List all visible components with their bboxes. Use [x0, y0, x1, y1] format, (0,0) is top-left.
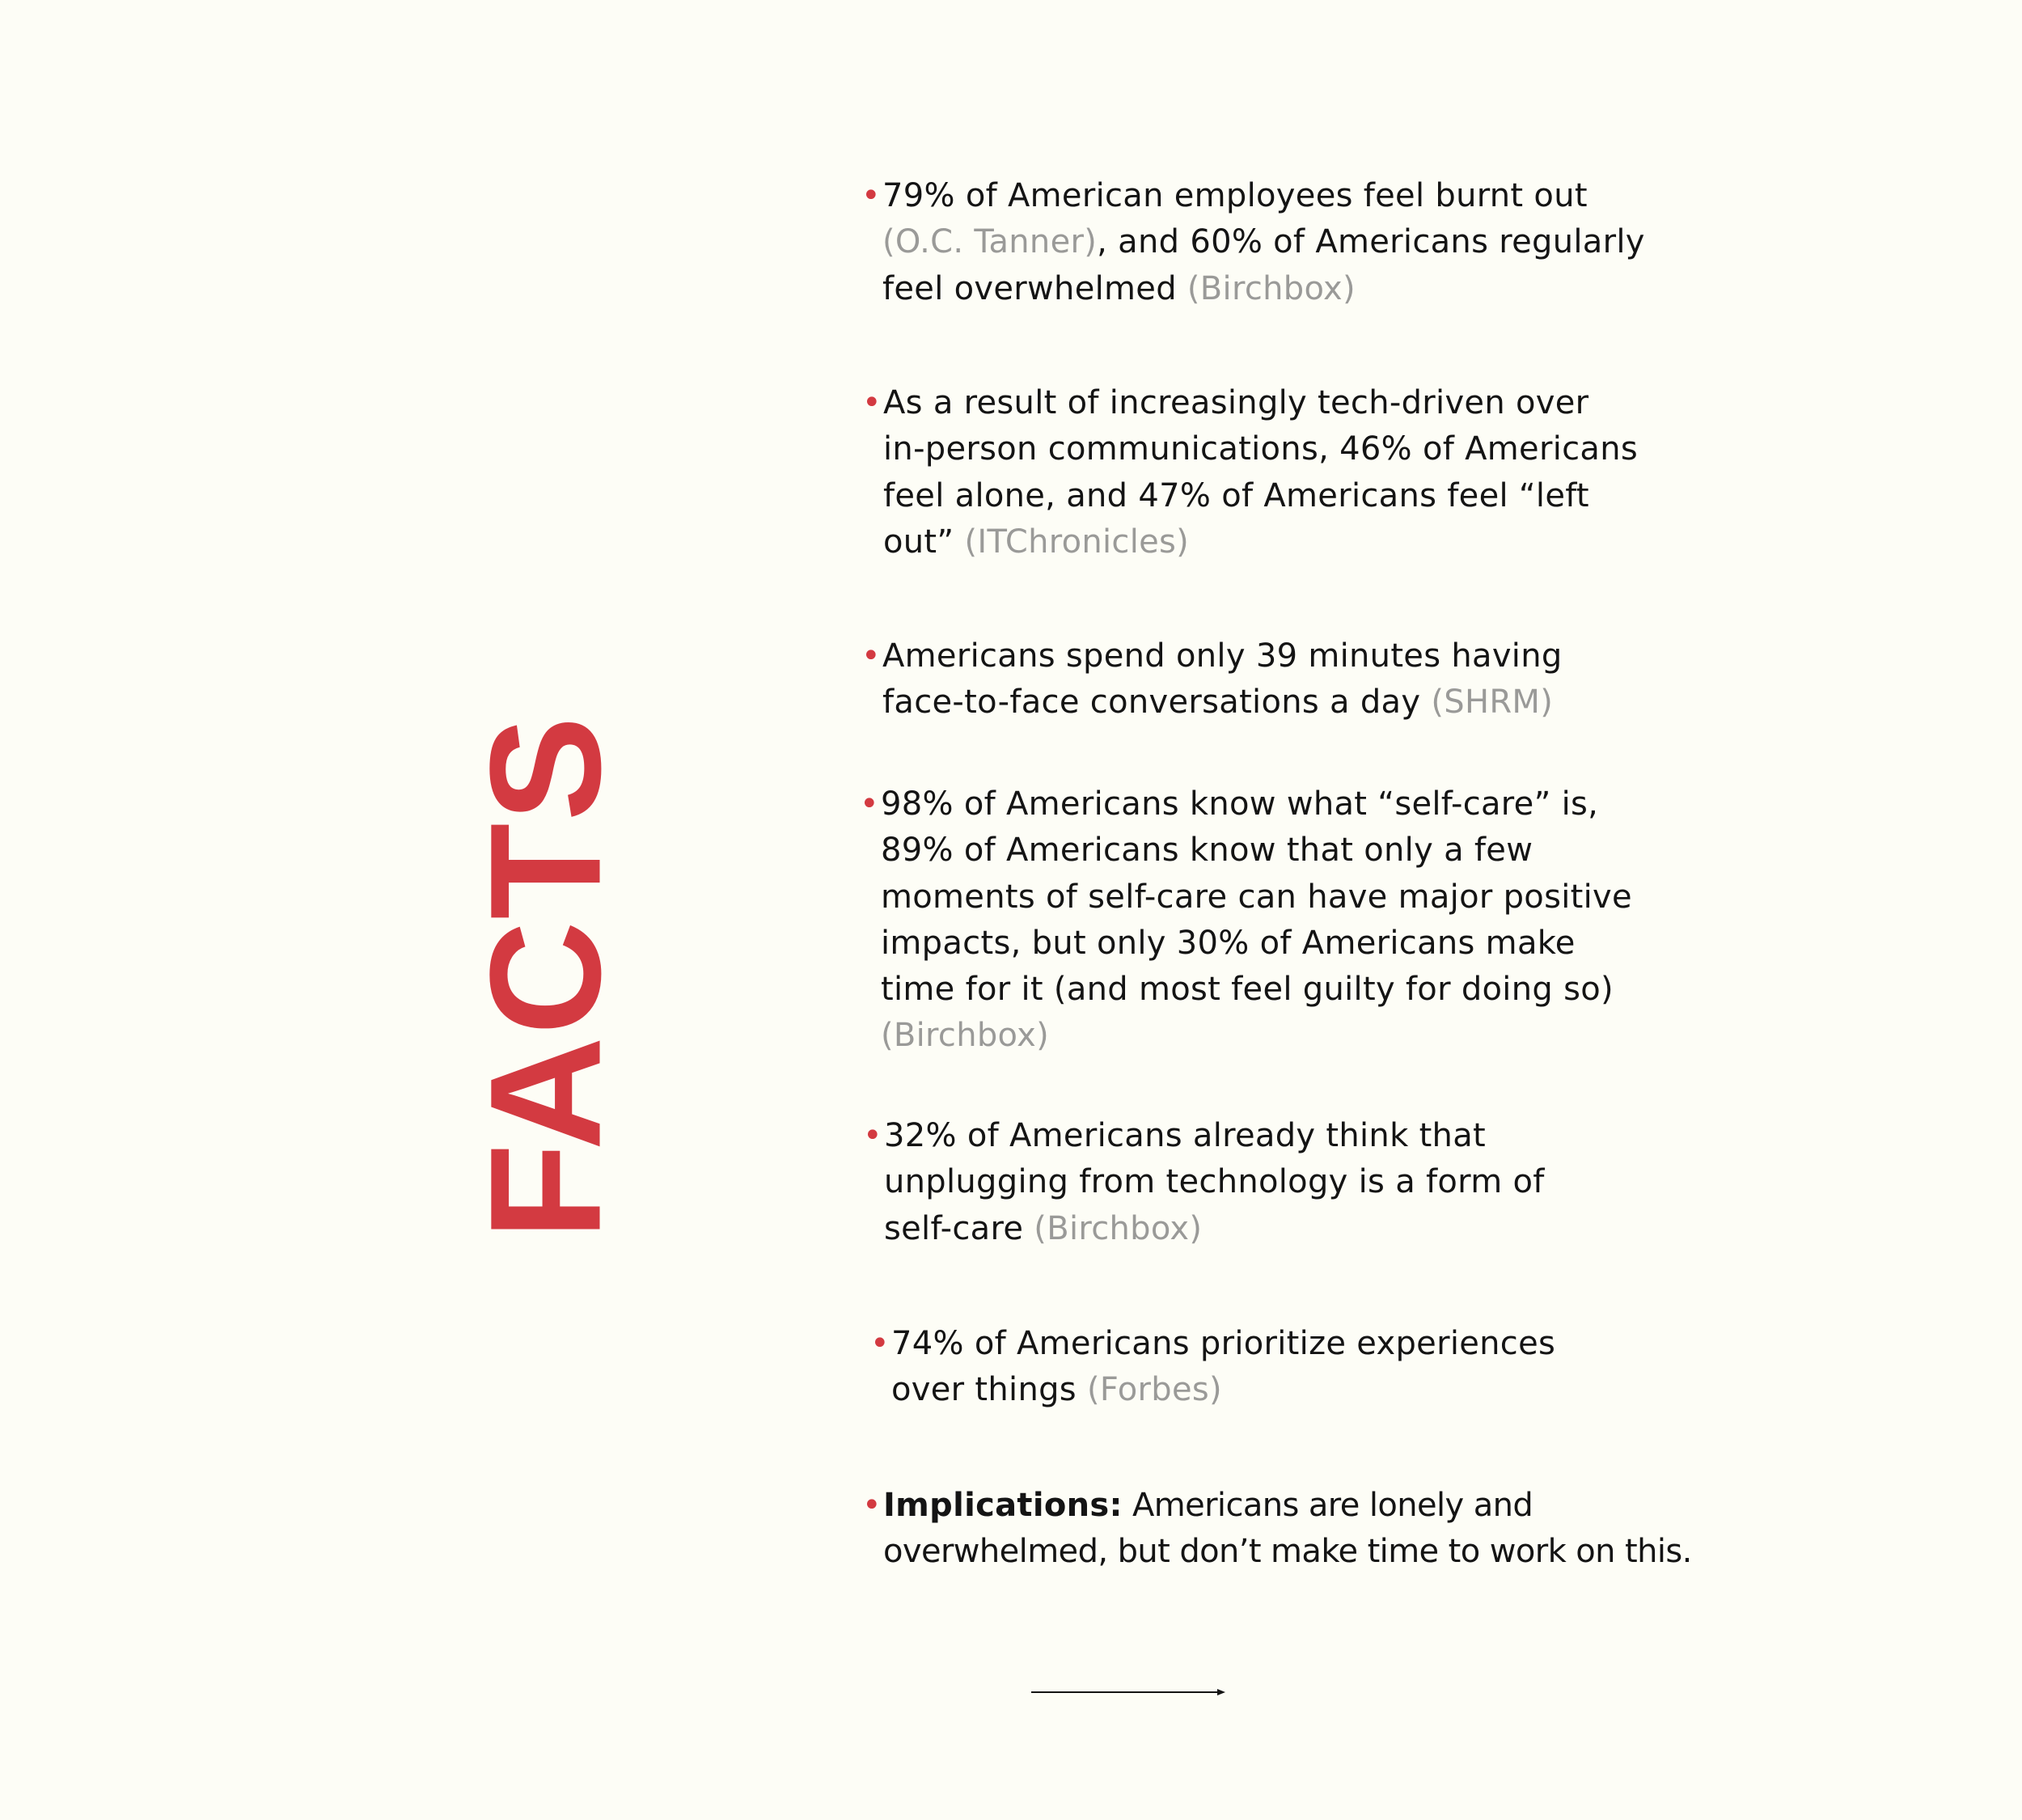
fact-line	[884, 1206, 1704, 1252]
fact-line	[891, 1367, 1711, 1413]
fact-line	[883, 1483, 1703, 1529]
implications-text: overwhelmed, but don’t make time to work on this.	[883, 1533, 1692, 1571]
source-citation: (O.C. Tanner)	[882, 223, 1098, 261]
bullet-icon: •	[861, 177, 881, 214]
fact-item-2	[862, 380, 1703, 565]
implications-label: Implications:	[883, 1487, 1123, 1524]
fact-line	[884, 1159, 1704, 1205]
fact-text	[881, 781, 1701, 1060]
bullet-icon: •	[861, 637, 881, 675]
fact-line	[882, 219, 1703, 265]
fact-text	[882, 173, 1703, 312]
fact-body-text: over things	[891, 1371, 1087, 1409]
fact-item-6	[870, 1321, 1711, 1414]
bullet-icon: •	[863, 1117, 882, 1154]
fact-body-text: Americans spend only 39 minutes having	[882, 637, 1563, 675]
source-citation: (Birchbox)	[881, 1017, 1049, 1055]
fact-text	[883, 380, 1703, 565]
fact-line	[881, 1013, 1701, 1059]
fact-item-5	[863, 1113, 1704, 1252]
fact-line	[881, 781, 1701, 827]
fact-line	[882, 173, 1703, 219]
bullet-icon: •	[862, 1487, 882, 1524]
fact-body-text: unplugging from technology is a form of	[884, 1163, 1545, 1201]
fact-body-text: 98% of Americans know what “self-care” is,	[881, 785, 1599, 823]
fact-item-1	[861, 173, 1703, 312]
fact-body-text: face-to-face conversations a day	[882, 684, 1432, 722]
page-title: FACTS	[457, 714, 634, 1240]
fact-line	[882, 633, 1703, 679]
fact-text	[882, 633, 1703, 726]
source-citation: (Forbes)	[1086, 1371, 1222, 1409]
fact-line	[882, 266, 1703, 312]
fact-line	[881, 827, 1701, 874]
fact-body-text: feel alone, and 47% of Americans feel “left	[883, 476, 1589, 514]
fact-body-text: time for it (and most feel guilty for doing so)	[881, 971, 1614, 1009]
fact-item-3	[861, 633, 1703, 726]
fact-body-text: 79% of American employees feel burnt out	[882, 177, 1588, 214]
fact-item-implications	[862, 1483, 1703, 1576]
fact-line	[883, 473, 1703, 519]
fact-line	[883, 1529, 1703, 1575]
source-citation: (Birchbox)	[1034, 1209, 1203, 1247]
fact-line	[881, 967, 1701, 1013]
fact-line	[891, 1321, 1711, 1367]
fact-body-text: feel overwhelmed	[882, 269, 1187, 307]
implications-text: Americans are lonely and	[1122, 1487, 1533, 1524]
fact-body-text: As a result of increasingly tech-driven over	[883, 384, 1589, 421]
fact-text	[884, 1113, 1704, 1252]
fact-line	[882, 679, 1703, 726]
fact-body-text: out”	[883, 523, 965, 561]
fact-line	[884, 1113, 1704, 1159]
source-citation: (Birchbox)	[1187, 269, 1356, 307]
fact-body-text: , and 60% of Americans regularly	[1097, 223, 1645, 261]
fact-body-text: impacts, but only 30% of Americans make	[881, 924, 1576, 962]
fact-body-text: self-care	[884, 1209, 1034, 1247]
fact-body-text: 32% of Americans already think that	[884, 1117, 1486, 1154]
bullet-icon: •	[862, 384, 882, 421]
source-citation: (ITChronicles)	[964, 523, 1190, 561]
bullet-icon: •	[870, 1325, 890, 1362]
fact-line	[881, 874, 1701, 921]
fact-line	[883, 380, 1703, 426]
fact-item-4	[860, 781, 1701, 1060]
fact-body-text: in-person communications, 46% of Americans	[883, 430, 1639, 468]
fact-text	[891, 1321, 1711, 1414]
fact-body-text: moments of self-care can have major positive	[881, 878, 1632, 916]
bullet-icon: •	[860, 785, 879, 823]
fact-text	[883, 1483, 1703, 1576]
right-arrow-icon[interactable]	[1031, 1684, 1225, 1700]
fact-body-text: 74% of Americans prioritize experiences	[891, 1325, 1556, 1362]
fact-body-text: 89% of Americans know that only a few	[881, 832, 1533, 870]
fact-line	[883, 519, 1703, 565]
fact-line	[881, 921, 1701, 967]
source-citation: (SHRM)	[1431, 684, 1554, 722]
fact-line	[883, 426, 1703, 472]
